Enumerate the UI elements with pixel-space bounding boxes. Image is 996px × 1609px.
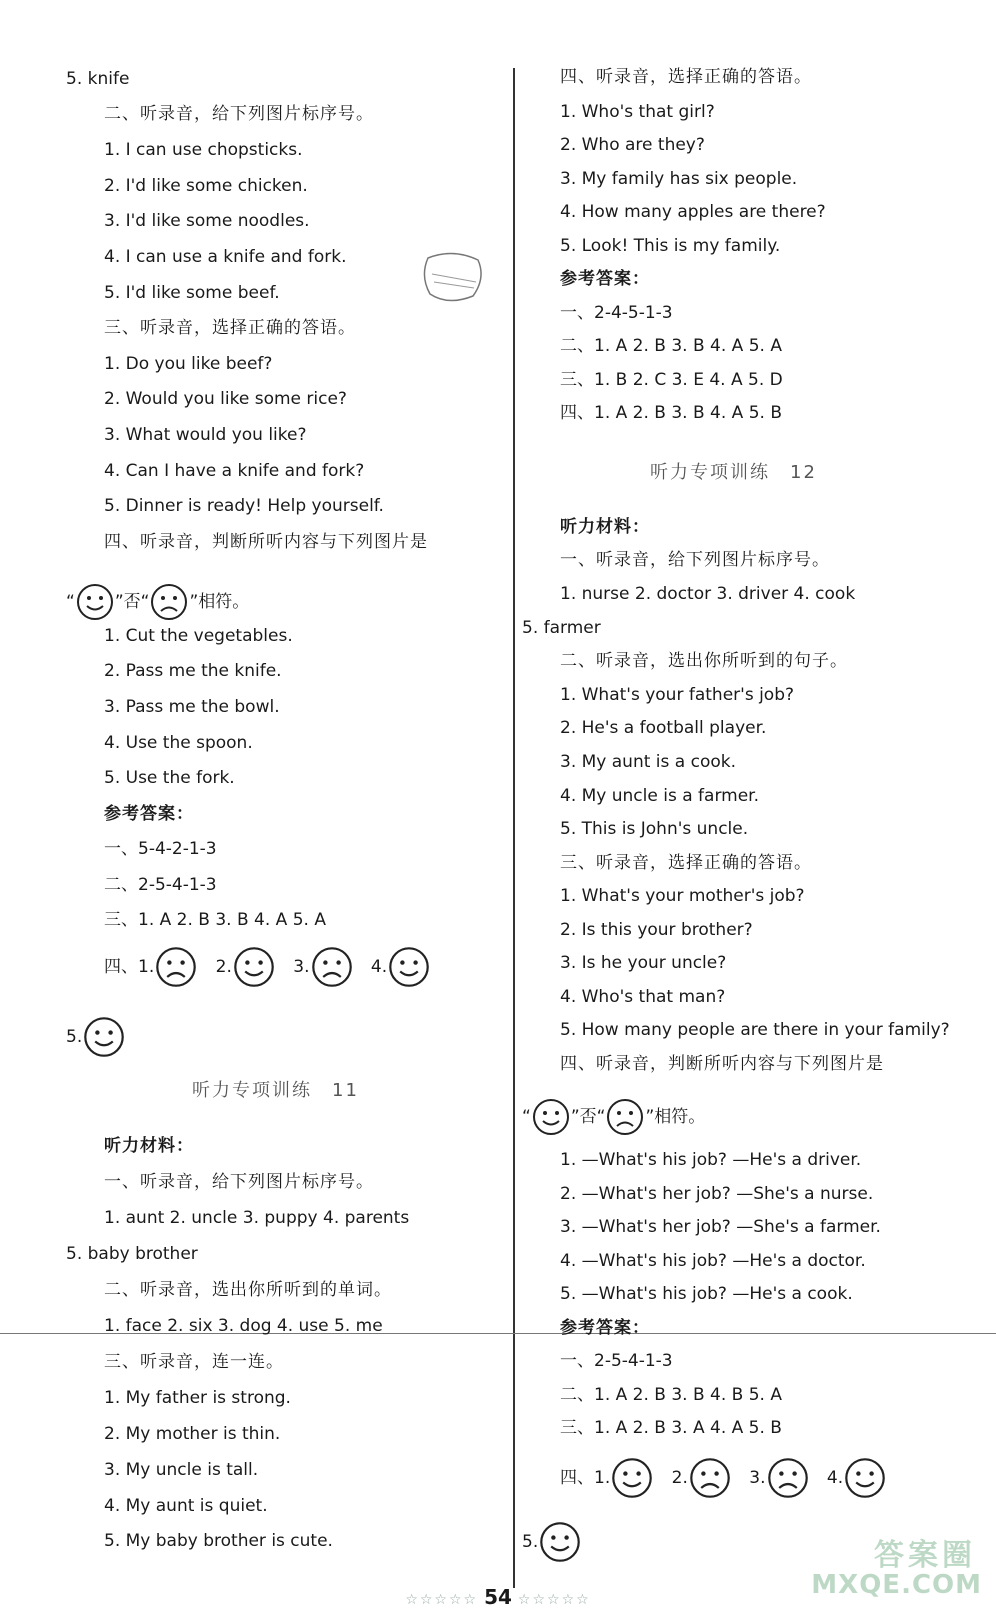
section-heading: 三、听录音，选择正确的答语。 [104,318,356,338]
watermark-url: MXQE.COM [811,1570,982,1600]
section-heading: 四、听录音，判断所听内容与下列图片是 [560,1054,884,1074]
text-line: 3. Pass me the bowl. [104,697,280,717]
text-line: 4. I can use a knife and fork. [104,247,347,267]
label-text: ”否“ [570,1107,606,1127]
label-text: 4. [370,957,388,977]
answer-faces [560,1456,887,1500]
text-line: 5. How many people are there in your family? [560,1020,950,1040]
text-line: 4. How many apples are there? [560,202,826,222]
text-line: 2. He's a football player. [560,718,767,738]
text-line: 4. Use the spoon. [104,733,253,753]
page-footer [0,1585,996,1609]
smiley-face-icon [387,945,431,989]
text-line: 1. aunt 2. uncle 3. puppy 4. parents [104,1208,410,1228]
text-line: 1. Do you like beef? [104,354,273,374]
watermark-logo: 答案圈 [874,1538,976,1573]
smiley-face-icon [538,1520,582,1564]
quote-mark: “ [522,1107,531,1127]
section-title: 听力专项训练 11 [192,1080,359,1101]
text-line: 3. My aunt is a cook. [560,752,736,772]
section-heading: 二、听录音，给下列图片标序号。 [104,104,374,124]
face-instruction [66,582,249,622]
dialogue-line: 1. —What's his job? —He's a driver. [560,1150,862,1170]
section-heading: 三、听录音，选择正确的答语。 [560,853,812,873]
label-text: 四、1. [104,957,155,977]
text-line: 1. I can use chopsticks. [104,140,303,160]
smiley-face-icon [82,1015,126,1059]
star-decoration: ☆☆☆☆☆ [405,1592,479,1608]
star-decoration: ☆☆☆☆☆ [517,1592,591,1608]
section-heading: 一、听录音，给下列图片标序号。 [560,550,830,570]
dialogue-line: 3. —What's her job? —She's a farmer. [560,1217,881,1237]
text-line: 5. I'd like some beef. [104,283,280,303]
dialogue-line: 4. —What's his job? —He's a doctor. [560,1251,866,1271]
answer-key-heading: 参考答案： [560,269,650,289]
text-line: 5. farmer [522,618,601,638]
text-line: 3. I'd like some noodles. [104,211,310,231]
column-divider [513,68,515,1588]
label-text: ”相符。 [645,1107,706,1127]
label-text: 四、1. [560,1468,611,1488]
answer-key-heading: 参考答案： [560,1318,650,1338]
label-text: 3. [749,1468,766,1488]
text-line: 3. My uncle is tall. [104,1460,259,1480]
text-line: 3. Is he your uncle? [560,953,727,973]
text-line: 4. My aunt is quiet. [104,1496,268,1516]
quote-mark: “ [66,592,75,612]
smiley-face-icon [75,582,115,622]
section-heading: 四、听录音，判断所听内容与下列图片是 [104,532,428,552]
text-line: 5. Dinner is ready! Help yourself. [104,496,384,516]
text-line: 5. knife [66,69,130,89]
answer-key-heading: 参考答案： [104,804,194,824]
text-line: 4. My uncle is a farmer. [560,786,759,806]
smiley-face-icon [610,1456,654,1500]
label-text: 3. [293,957,310,977]
text-line: 2. My mother is thin. [104,1424,281,1444]
section-heading: 三、听录音，连一连。 [104,1352,284,1372]
smiley-face-icon [232,945,276,989]
text-line: 4. Can I have a knife and fork? [104,461,365,481]
answer-faces [522,1520,582,1564]
section-title: 听力专项训练 12 [650,462,817,483]
answer-faces [104,945,431,989]
section-heading: 四、听录音，选择正确的答语。 [560,67,812,87]
text-line: 5. baby brother [66,1244,198,1264]
text-line: 5. This is John's uncle. [560,819,749,839]
text-line: 3. What would you like? [104,425,307,445]
answer-faces [66,1015,126,1059]
section-heading: 二、听录音，选出你所听到的单词。 [104,1280,392,1300]
text-line: 2. Is this your brother? [560,920,753,940]
label-text: 5. [522,1532,539,1552]
text-line: 1. nurse 2. doctor 3. driver 4. cook [560,584,856,604]
smiley-face-icon [843,1456,887,1500]
materials-heading: 听力材料： [104,1136,194,1156]
answer-line: 三、1. A 2. B 3. B 4. A 5. A [104,910,326,930]
text-line: 5. Look! This is my family. [560,236,781,256]
dialogue-line: 5. —What's his job? —He's a cook. [560,1284,853,1304]
label-text: ”否“ [114,592,150,612]
sad-face-icon [310,945,354,989]
text-line: 1. face 2. six 3. dog 4. use 5. me [104,1316,383,1336]
answer-line: 四、1. A 2. B 3. B 4. A 5. B [560,403,782,423]
label-text: 4. [826,1468,844,1488]
answer-line: 一、2-4-5-1-3 [560,303,673,323]
text-line: 2. Pass me the knife. [104,661,282,681]
sad-face-icon [605,1097,645,1137]
label-text: ”相符。 [189,592,250,612]
text-line: 1. My father is strong. [104,1388,291,1408]
page-number: 54 [484,1585,512,1609]
smiley-face-icon [531,1097,571,1137]
text-line: 5. Use the fork. [104,768,235,788]
answer-line: 二、1. A 2. B 3. B 4. B 5. A [560,1385,782,1405]
text-line: 1. What's your mother's job? [560,886,805,906]
label-text: 5. [66,1027,83,1047]
text-line: 4. Who's that man? [560,987,726,1007]
label-text: 2. [215,957,232,977]
answer-line: 三、1. B 2. C 3. E 4. A 5. D [560,370,783,390]
text-line: 2. Would you like some rice? [104,389,347,409]
dialogue-line: 2. —What's her job? —She's a nurse. [560,1184,874,1204]
text-line: 5. My baby brother is cute. [104,1531,333,1551]
sad-face-icon [149,582,189,622]
answer-line: 二、1. A 2. B 3. B 4. A 5. A [560,336,782,356]
sad-face-icon [688,1456,732,1500]
materials-heading: 听力材料： [560,517,650,537]
text-line: 3. My family has six people. [560,169,798,189]
answer-line: 一、5-4-2-1-3 [104,839,217,859]
answer-line: 二、2-5-4-1-3 [104,875,217,895]
text-line: 2. Who are they? [560,135,705,155]
stamp-icon [418,248,488,306]
label-text: 2. [671,1468,688,1488]
text-line: 1. What's your father's job? [560,685,795,705]
section-heading: 二、听录音，选出你所听到的句子。 [560,651,848,671]
answer-line: 一、2-5-4-1-3 [560,1351,673,1371]
face-instruction [522,1097,705,1137]
text-line: 1. Cut the vegetables. [104,626,293,646]
text-line: 1. Who's that girl? [560,102,715,122]
text-line: 2. I'd like some chicken. [104,176,308,196]
section-heading: 一、听录音，给下列图片标序号。 [104,1172,374,1192]
sad-face-icon [766,1456,810,1500]
sad-face-icon [154,945,198,989]
answer-line: 三、1. A 2. B 3. A 4. A 5. B [560,1418,782,1438]
